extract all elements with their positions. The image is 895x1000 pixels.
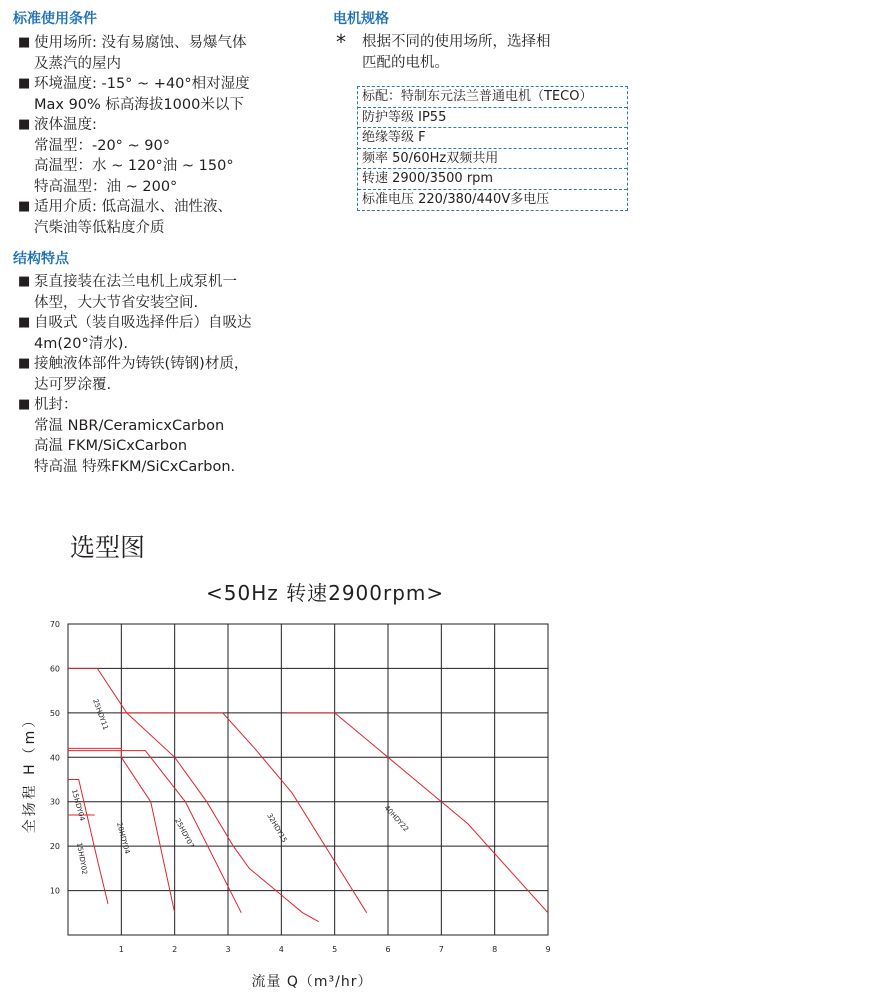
list-item-line: 特高温型：油 ~ 200° [34, 178, 178, 195]
spec-row: 频率 50/60Hz双频共用 [358, 149, 627, 170]
structure-title: 结构特点 [13, 251, 69, 267]
series-label: 40HDY22 [382, 803, 411, 834]
spec-row: 标配：特制东元法兰普通电机（TECO） [358, 87, 627, 108]
list-item-line: 使用场所: 没有易腐蚀、易爆气体 [34, 35, 247, 51]
x-tick-label: 4 [278, 945, 284, 954]
conditions-title: 标准使用条件 [13, 11, 97, 27]
list-item-line: 特高温 特殊FKM/SiCxCarbon. [34, 458, 236, 475]
spec-row: 防护等级 IP55 [358, 108, 627, 129]
bullet-icon: ■ [18, 397, 31, 412]
series-label: 15HDY04 [70, 788, 87, 822]
bullet-icon: ■ [18, 315, 31, 330]
bullet-icon: ■ [18, 274, 31, 289]
structure-list [13, 272, 313, 477]
list-item-line: 达可罗涂覆. [34, 376, 112, 393]
x-tick-label: 8 [492, 945, 498, 954]
y-tick-label: 60 [49, 664, 60, 674]
series-label: 25HDY11 [91, 697, 110, 732]
y-tick-label: 40 [49, 753, 60, 763]
list-item-line: 常温 NBR/CeramicxCarbon [34, 417, 225, 434]
spec-row: 绝缘等级 F [358, 128, 627, 149]
list-item-line: 环境温度: -15° ~ +40°相对湿度 [34, 76, 250, 92]
list-item [13, 115, 313, 197]
spec-row: 转速 2900/3500 rpm [358, 169, 627, 190]
motor-title: 电机规格 [333, 11, 389, 27]
list-item [13, 354, 313, 395]
bullet-icon: ■ [18, 35, 31, 50]
list-item-line: 高温 FKM/SiCxCarbon [34, 438, 188, 454]
x-axis-title: 流量 Q（m³/hr） [251, 974, 373, 990]
list-item [13, 33, 313, 74]
x-tick-label: 5 [332, 945, 338, 954]
list-item-line: 液体温度: [34, 117, 97, 133]
list-item [13, 313, 313, 354]
list-item-line: 及蒸汽的屋内 [34, 55, 121, 72]
list-item-line: 适用介质: 低高温水、油性液、 [34, 199, 232, 215]
motor-note-line: 匹配的电机。 [362, 54, 449, 71]
motor-note-line: 根据不同的使用场所，选择相 [362, 34, 551, 50]
x-tick-label: 2 [172, 945, 178, 954]
series-line-40hdy22 [287, 713, 548, 913]
list-item [13, 395, 313, 477]
x-tick-label: 9 [545, 945, 551, 954]
y-tick-label: 20 [49, 842, 60, 852]
list-item-line: 汽柴油等低粘度介质 [34, 219, 165, 236]
y-tick-label: 10 [49, 886, 60, 896]
asterisk-icon: * [336, 30, 346, 54]
plot-frame [68, 624, 548, 935]
conditions-list [13, 33, 313, 238]
x-tick-label: 6 [385, 945, 391, 954]
y-axis-title: 全扬程 H（m） [22, 710, 38, 834]
list-item-line: 机封： [34, 397, 78, 413]
motor-note [336, 32, 551, 73]
list-item-line: 4m(20°清水). [34, 335, 128, 352]
list-item-line: Max 90% 标高海拔1000米以下 [34, 96, 244, 113]
x-tick-label: 1 [118, 945, 124, 954]
list-item-line: 接触液体部件为铸铁(铸钢)材质， [34, 356, 249, 372]
chart-subtitle: <50Hz 转速2900rpm> [206, 581, 445, 605]
series-label: 15HDY02 [75, 841, 89, 876]
list-item [13, 197, 313, 238]
list-item-line: 常温型：-20° ~ 90° [34, 137, 171, 154]
series-line-32hdy15 [121, 713, 366, 913]
series-line-25hdy07 [68, 751, 241, 913]
list-item-line: 高温型：水 ~ 120°油 ~ 150° [34, 158, 234, 174]
list-item-line: 自吸式（装自吸选择件后）自吸达 [34, 315, 252, 331]
bullet-icon: ■ [18, 76, 31, 91]
spec-row: 标准电压 220/380/440V多电压 [362, 191, 550, 207]
list-item-line: 泵直接装在法兰电机上成泵机一 [34, 274, 237, 290]
list-item [13, 74, 313, 115]
y-tick-label: 30 [49, 797, 60, 807]
series-label: 32HDY15 [265, 812, 289, 845]
x-tick-label: 3 [225, 945, 231, 954]
x-tick-label: 7 [438, 945, 444, 954]
bullet-icon: ■ [18, 356, 31, 371]
series-label: 25HDY07 [173, 817, 196, 850]
list-item [13, 272, 313, 313]
motor-spec-table [357, 86, 628, 211]
y-tick-label: 50 [49, 708, 60, 718]
bullet-icon: ■ [18, 199, 31, 214]
selection-title: 选型图 [70, 533, 146, 562]
list-item-line: 体型，大大节省安装空间. [34, 294, 199, 311]
y-tick-label: 70 [49, 620, 60, 629]
selection-chart [0, 600, 895, 1000]
series-label: 20HDY04 [115, 821, 132, 855]
bullet-icon: ■ [18, 117, 31, 132]
